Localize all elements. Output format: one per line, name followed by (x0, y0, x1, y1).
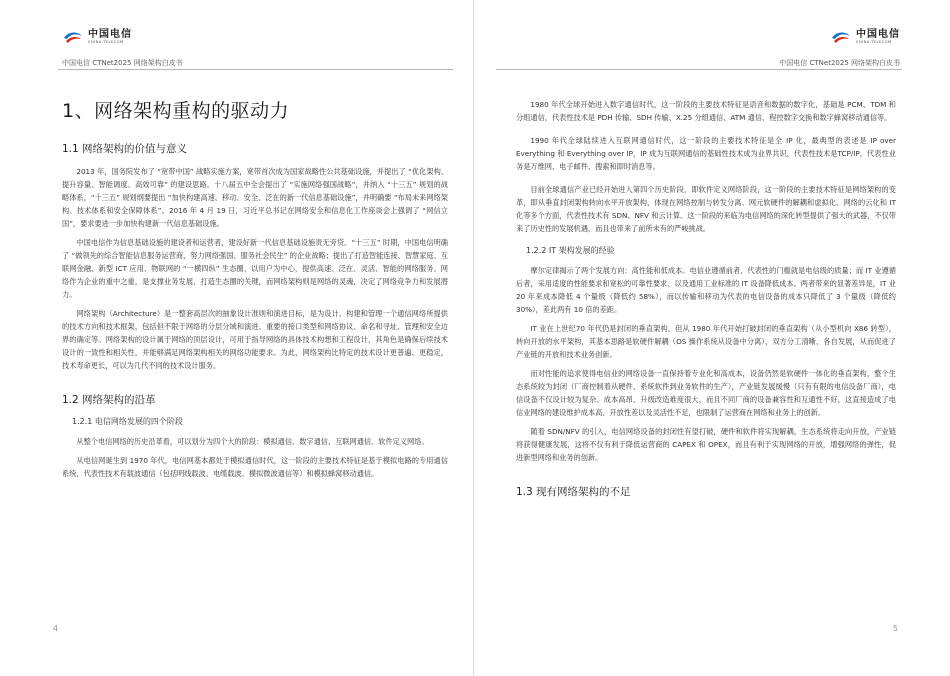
paragraph: 网络架构（Architecture）是一整套高层次的抽象设计准则和演进目标，是为设计、构建和管理一个通信网络所提供的技术方向和技术框架，包括但不限于网络的分层分域和演进、重要的接口类型和网络协议、命名和寻址、管理和安全边界的确定等。网络架构的设计属于网络的顶层设计，可用于指导网络的具体技术构想和工程设计，其角色是确保后续技术设计的一致性和相关性，并能够满足网络架构相关的网络功能要求。为此，网络架构比特定的技术设计更普遍、更稳定，技术寿命更长，可以为几代不同的技术设计服务。 (62, 309, 448, 370)
chapter-title: 1、网络架构重构的驱动力 (62, 100, 290, 122)
paragraph: 而对性能的追求使得电信业的网络设备一直保持着专业化和高成本，设备仍然是软硬件一体化的垂直架构，整个生态系统较为封闭（厂商控制着从硬件、系统软件到业务软件的生产），产业链发展缓慢（只有有限的电信设备厂商），电信设备不仅设计较为复杂、成本高昂、升级改造难度很大，而且不同厂商的设备兼容性和互通性不好，这直接造成了电信业网络的建设维护成本高、开放性差以及灵活性不足，也限制了运营商在网络和业务上的创新。 (516, 369, 896, 417)
paragraph: 1980 年代全球开始进入数字通信时代，这一阶段的主要技术特征是语音和数据的数字化，基础是 PCM、TDM 和分组通信，代表性技术是 PDH 传输、SDH 传输、X.25 分组通信、ATM 通信、程控数字交换和数字蜂窝移动通信等。 (516, 100, 896, 122)
section-1-2-1-title: 1.2.1 电信网络发展的四个阶段 (72, 417, 183, 426)
running-header: 中国电信 CTNet2025 网络架构白皮书 (62, 59, 183, 67)
paragraph: 随着 SDN/NFV 的引入，电信网络设备的封闭性有望打破，硬件和软件将实现解耦，生态系统将走向开放，产业链将获得健康发展，这将不仅有利于降低运营商的 CAPEX 和 OPEX，而且有利于实现网络的开放，增强网络的弹性，促进新型网络和业务的创新。 (516, 427, 896, 462)
logo-chinese-text: 中国电信 (88, 29, 132, 40)
page-number: 4 (53, 624, 59, 633)
paragraph: 目前全球通信产业已经开始进入第四个历史阶段，即软件定义网络阶段，这一阶段的主要技术特征是网络架构的变革，即从垂直封闭架构转向水平开放架构，体现在网络控制与转发分离、网元软硬件的解耦和虚拟化、网络的云化和 IT 化等多个方面，代表性技术有 SDN、NFV 和云计算。这一阶段的来临为电信网络的深化转型提供了强大的武器，不仅带来了历史性的发展机遇，而且也带来了前所未有的严峻挑战。 (516, 185, 896, 233)
paragraph: 2013 年，国务院发布了 “宽带中国” 战略实施方案，宽带首次成为国家战略性公共基础设施，并提出了 “优化架构、提升容量、智能调度、高效可靠” 的建设思路。十八届五中全会提出了 “实施网络强国战略”，并纳入 “十三五” 规划的战略体系，“十三五” 规划纲要提出 “加快构建高速、移动、安全、泛在的新一代信息基础设施”，并明确要 “布局未来网络架构、技术体系和安全保障体系”。2016 年 4 月 19 日，习近平总书记在网络安全和信息化工作座谈会上强调了 “网信立国”，要求要进一步加快构建新一代信息基础设施。 (62, 167, 448, 228)
paragraph: IT 业在上世纪70 年代仍是封闭的垂直架构，但从 1980 年代开始打破封闭的垂直架构（从小型机向 X86 转型），转向开放的水平架构，其基本思路是软硬件解耦（OS 操作系统从设备中分离），双方分工清晰、各自发展，从而促进了产业链的开放和技术业务创新。 (516, 324, 896, 359)
china-telecom-logo (62, 30, 132, 45)
section-1-2-2-title: 1.2.2 IT 架构发展的经验 (526, 246, 615, 255)
left-page (0, 0, 474, 676)
right-page (476, 0, 950, 676)
china-telecom-mark-icon (62, 30, 84, 44)
paragraph: 摩尔定律揭示了两个发展方向：高性能和低成本。电信业遵循前者，代表性的门槛就是电信级的质量；而 IT 业遵循后者，采用适度的性能要求和宽松的可靠性要求、以及通用工业标准的 IT 设备降低成本。两者带来的显著差异是，IT 业 20 年来成本降低 4 个量级（降低约 58%），而以传输和移动为代表的电信设备的成本只降低了 3 个量级（降低约 30%），差此两有 10 倍的差距。 (516, 266, 896, 314)
paragraph: 从整个电信网络的历史沿革看，可以划分为四个大的阶段：模拟通信、数字通信、互联网通信、软件定义网络。 (76, 437, 429, 446)
running-header: 中国电信 CTNet2025 网络架构白皮书 (779, 59, 900, 67)
right-page-content (516, 98, 896, 508)
section-1-3-title: 1.3 现有网络架构的不足 (516, 486, 631, 498)
left-page-content (62, 96, 448, 486)
china-telecom-logo (830, 30, 900, 45)
page-number: 5 (892, 624, 898, 633)
section-1-2-title: 1.2 网络架构的沿革 (62, 394, 156, 406)
header-divider (496, 69, 902, 70)
logo-chinese-text: 中国电信 (856, 29, 900, 40)
logo-english-text: CHINA TELECOM (88, 40, 124, 44)
paragraph: 1990 年代全球陆续进入互联网通信时代，这一阶段的主要技术特征是全 IP 化，最典型的表述是 IP over Everything 和 Everything over IP，IP 成为互联网通信的基础性技术成为业界共识，代表性技术是TCP/IP，代表性业务是万维网、电子邮件、搜索和即时消息等。 (516, 136, 896, 171)
header-divider (58, 69, 453, 70)
section-1-1-title: 1.1 网络架构的价值与意义 (62, 143, 188, 155)
china-telecom-mark-icon (830, 30, 852, 44)
logo-english-text: CHINA TELECOM (856, 40, 892, 44)
paragraph: 从电信网诞生到 1970 年代，电信网基本都处于模拟通信时代，这一阶段的主要技术特征是基于模拟电路的专用通信系统，代表性技术有载波通信（包括明线载波、电缆载波、模拟微波通信等）和模拟蜂窝移动通信。 (62, 456, 448, 478)
paragraph: 中国电信作为信息基础设施的建设者和运营者，建设好新一代信息基础设施责无旁贷。“十三五” 时期，中国电信明确了 “做领先的综合智能信息服务运营商，努力网络强国、服务社会民生” 的企业战略；提出了打造智能连接、智慧家庭、互联网金融、新型 ICT 应用、物联网的 “一横四纵” 生态圈，以用户为中心，提供高速、泛在、灵活、智能的网络服务。网络作为企业的重中之重，是支撑业务发展、打造生态圈的关键，而网络架构则是网络的灵魂，决定了网络竞争力和发展潜力。 (62, 238, 448, 299)
